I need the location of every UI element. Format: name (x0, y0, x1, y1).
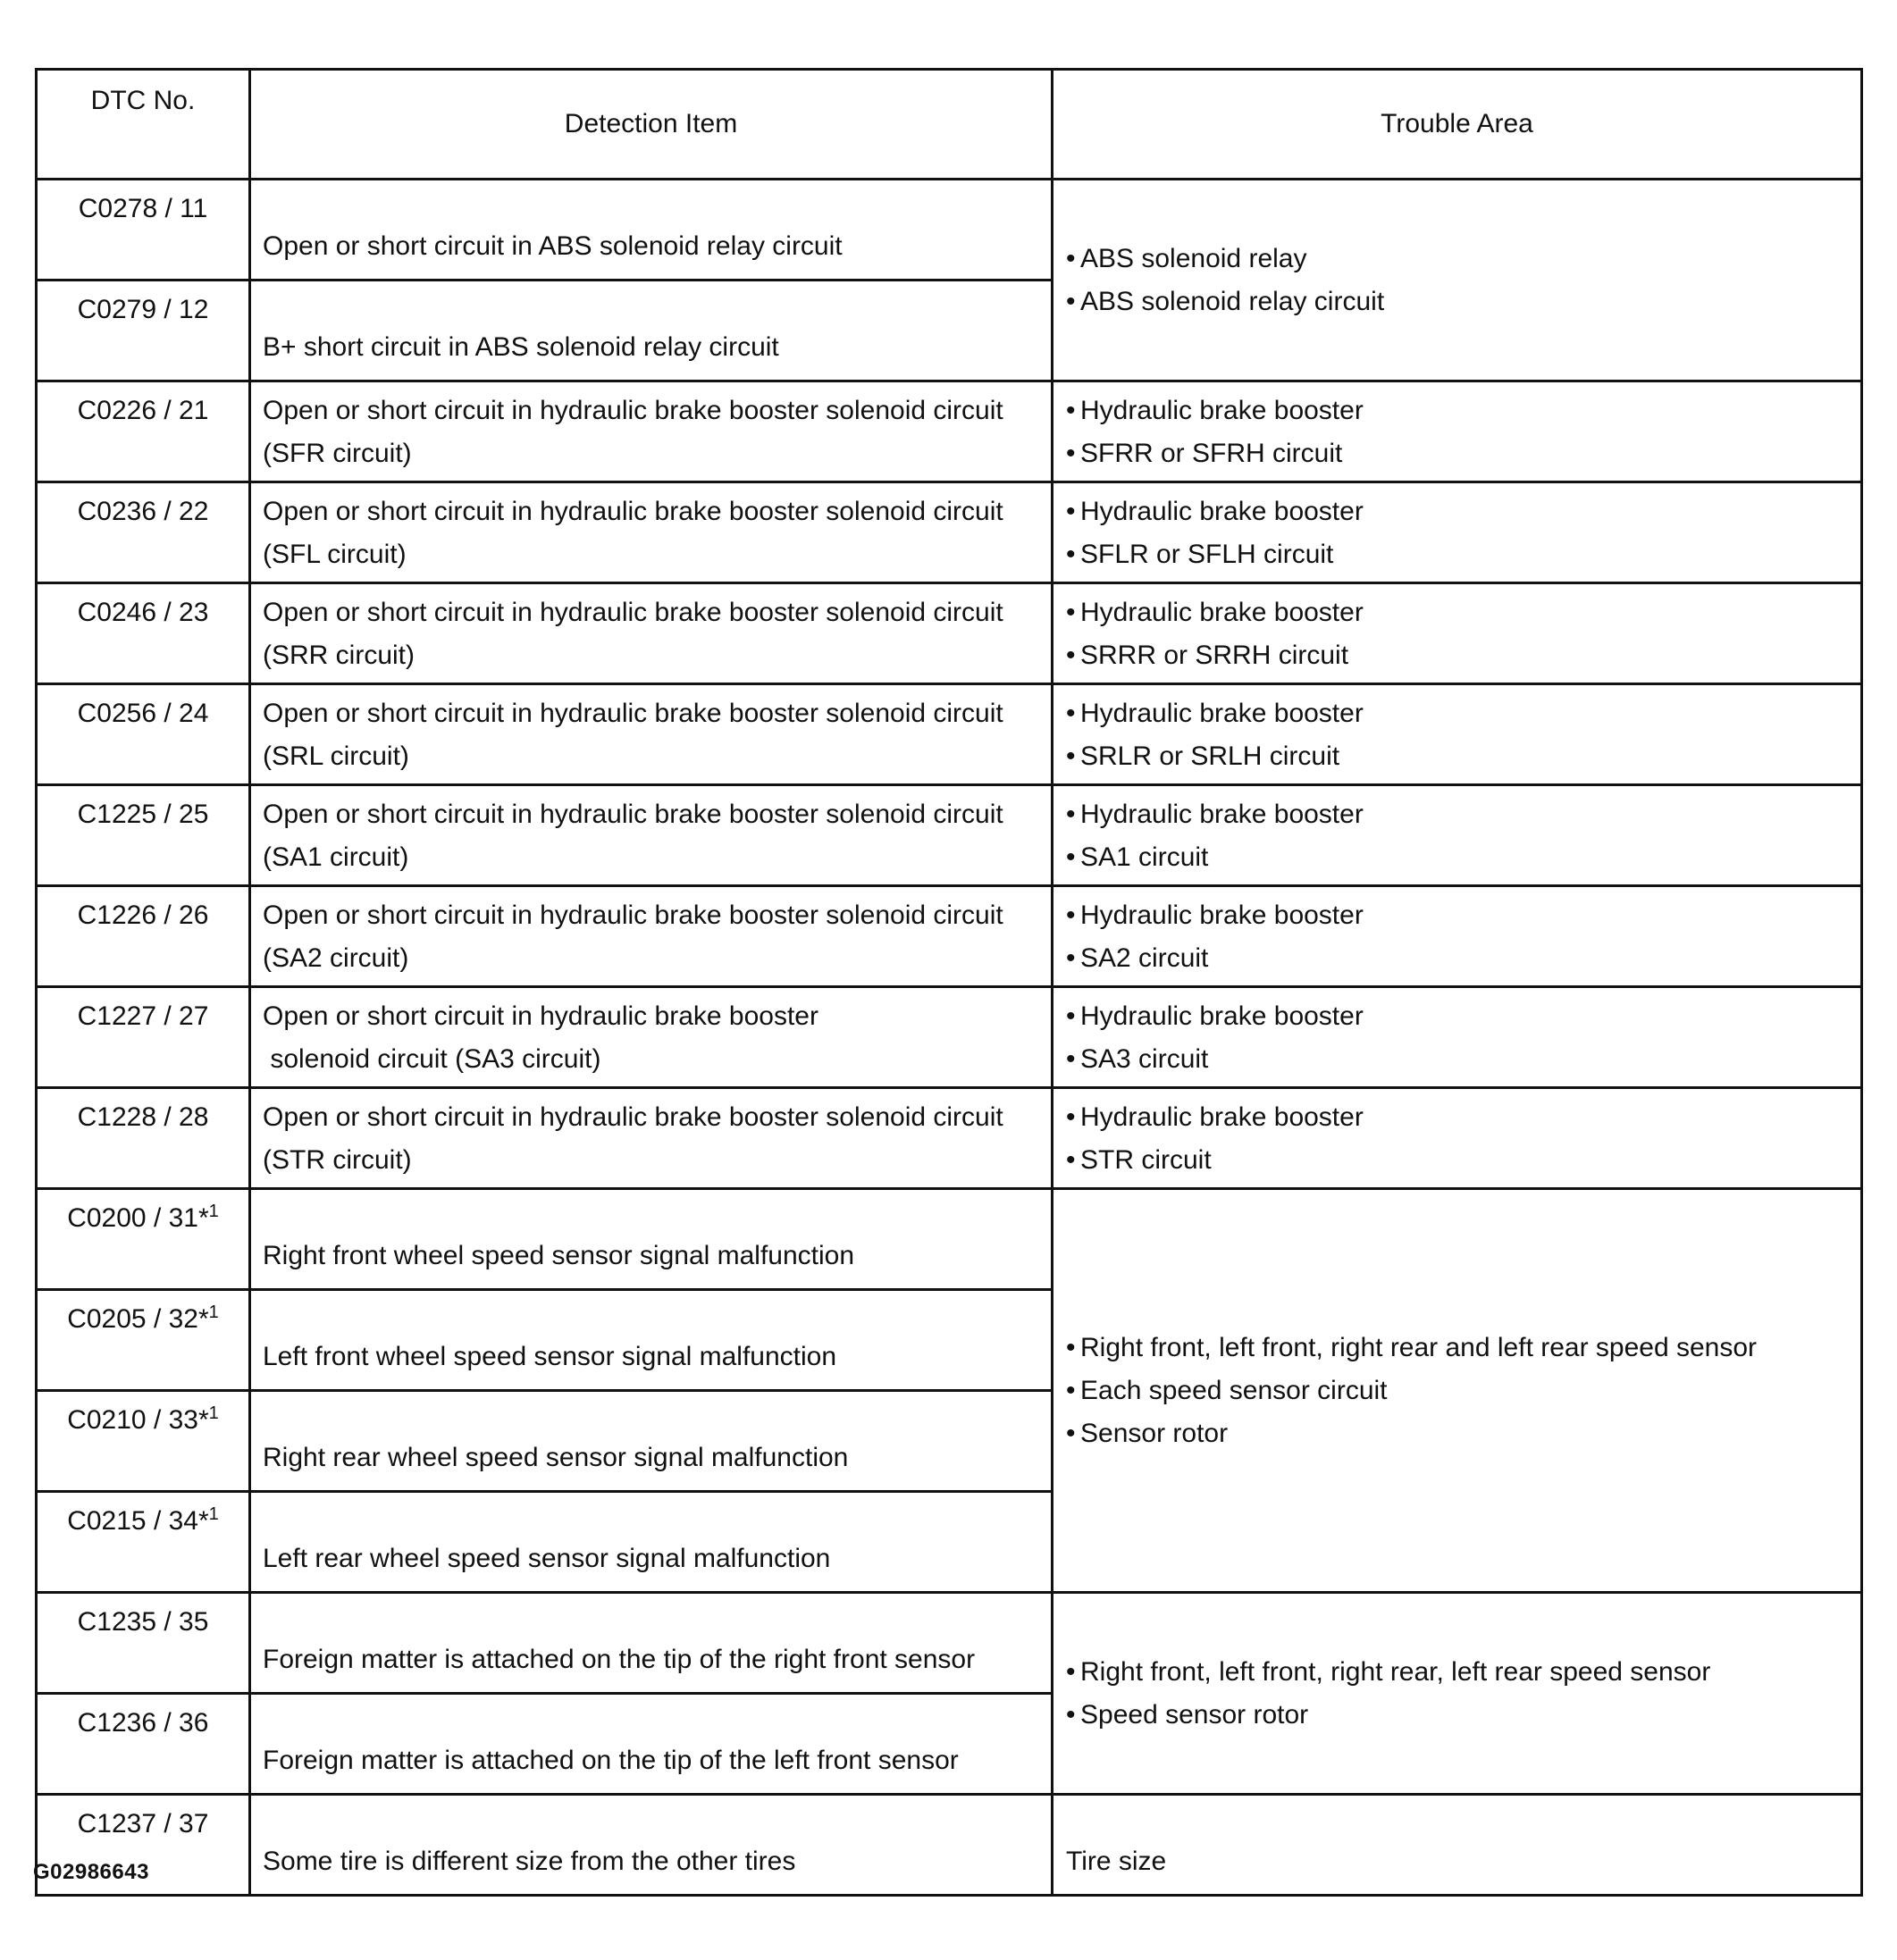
detection-item-cell (250, 1694, 1053, 1795)
detection-item-cell (250, 987, 1053, 1088)
table-body (37, 180, 1862, 1896)
table-row (37, 1593, 1862, 1694)
dtc-cell (37, 785, 250, 886)
detection-item-text: Right rear wheel speed sensor signal malfunction (263, 1443, 849, 1472)
header-detection-item: Detection Item (250, 70, 1053, 180)
dtc-cell (37, 482, 250, 583)
detection-item-text: (SA1 circuit) (263, 842, 409, 872)
trouble-area-item: • Hydraulic brake booster (1066, 692, 1850, 735)
trouble-area-item: • ABS solenoid relay (1066, 238, 1850, 281)
dtc-code: C0215 / 34* (67, 1506, 209, 1536)
detection-item-text: Open or short circuit in hydraulic brake booster solenoid circuit (263, 699, 1003, 728)
trouble-area-item: • STR circuit (1066, 1139, 1850, 1182)
table-row (37, 1189, 1862, 1290)
trouble-area-item: • Hydraulic brake booster (1066, 389, 1850, 432)
detection-item-cell (250, 1593, 1053, 1694)
trouble-area-item: • SA3 circuit (1066, 1038, 1850, 1081)
trouble-area-cell (1053, 1593, 1862, 1795)
trouble-area-item: • Speed sensor rotor (1066, 1694, 1850, 1737)
detection-item-text: Open or short circuit in hydraulic brake booster solenoid circuit (263, 598, 1003, 627)
detection-item-cell (250, 1290, 1053, 1391)
detection-item-cell (250, 1492, 1053, 1593)
trouble-area-item: • ABS solenoid relay circuit (1066, 281, 1850, 323)
trouble-area-item: • Hydraulic brake booster (1066, 894, 1850, 937)
dtc-code: C0210 / 33* (67, 1405, 209, 1435)
trouble-area-item: • Hydraulic brake booster (1066, 793, 1850, 836)
dtc-code: C0256 / 24 (77, 699, 209, 728)
trouble-area-item: • SRRR or SRRH circuit (1066, 634, 1850, 677)
detection-item-text: Open or short circuit in hydraulic brake booster solenoid circuit (263, 396, 1003, 425)
dtc-cell (37, 1189, 250, 1290)
dtc-cell (37, 381, 250, 482)
table-row (37, 381, 1862, 482)
trouble-area-item: • Each speed sensor circuit (1066, 1369, 1850, 1412)
trouble-area-cell (1053, 381, 1862, 482)
trouble-area-item: • Hydraulic brake booster (1066, 995, 1850, 1038)
trouble-area-item: • Right front, left front, right rear, left rear speed sensor (1066, 1651, 1850, 1694)
trouble-area-item: • SFRR or SFRH circuit (1066, 432, 1850, 475)
dtc-cell (37, 281, 250, 381)
trouble-area-item: • Sensor rotor (1066, 1412, 1850, 1455)
detection-item-text: (SFR circuit) (263, 439, 412, 468)
detection-item-text: Open or short circuit in hydraulic brake booster solenoid circuit (263, 800, 1003, 829)
dtc-code: C0236 / 22 (77, 497, 209, 526)
dtc-code: C1237 / 37 (77, 1809, 209, 1839)
table-row (37, 987, 1862, 1088)
detection-item-cell (250, 684, 1053, 785)
detection-item-text: Left rear wheel speed sensor signal malfunction (263, 1544, 831, 1573)
detection-item-text: Open or short circuit in hydraulic brake booster solenoid circuit (263, 497, 1003, 526)
detection-item-text: Right front wheel speed sensor signal malfunction (263, 1241, 855, 1270)
detection-item-text: Open or short circuit in hydraulic brake booster solenoid circuit (263, 900, 1003, 930)
dtc-cell (37, 684, 250, 785)
dtc-footnote-mark: 1 (208, 1403, 219, 1423)
detection-item-cell (250, 1795, 1053, 1896)
trouble-area-item: • Right front, left front, right rear and left rear speed sensor (1066, 1327, 1850, 1369)
dtc-code: C0279 / 12 (77, 295, 209, 324)
detection-item-text: Foreign matter is attached on the tip of the left front sensor (263, 1746, 959, 1775)
dtc-code: C0205 / 32* (67, 1304, 209, 1334)
figure-id: G02986643 (33, 1860, 149, 1884)
dtc-cell (37, 1391, 250, 1492)
trouble-area-item: • Hydraulic brake booster (1066, 591, 1850, 634)
table-row (37, 583, 1862, 684)
header-dtc-no: DTC No. (37, 70, 250, 180)
detection-item-cell (250, 1189, 1053, 1290)
dtc-code: C1226 / 26 (77, 900, 209, 930)
detection-item-text: Open or short circuit in ABS solenoid relay circuit (263, 231, 843, 261)
trouble-area-item: • Hydraulic brake booster (1066, 1096, 1850, 1139)
detection-item-cell (250, 482, 1053, 583)
dtc-code: C0226 / 21 (77, 396, 209, 425)
table-row (37, 1795, 1862, 1896)
trouble-area-cell (1053, 987, 1862, 1088)
trouble-area-item: • SA2 circuit (1066, 937, 1850, 980)
dtc-code: C0200 / 31* (67, 1203, 209, 1233)
table-row (37, 180, 1862, 281)
dtc-footnote-mark: 1 (208, 1302, 219, 1322)
detection-item-text: B+ short circuit in ABS solenoid relay circuit (263, 332, 779, 362)
table-row (37, 785, 1862, 886)
header-trouble-area: Trouble Area (1053, 70, 1862, 180)
detection-item-cell (250, 1088, 1053, 1189)
dtc-cell (37, 1593, 250, 1694)
trouble-area-cell (1053, 1189, 1862, 1593)
detection-item-text: Open or short circuit in hydraulic brake booster (263, 1001, 818, 1031)
dtc-code: C1227 / 27 (77, 1001, 209, 1031)
detection-item-text: Foreign matter is attached on the tip of the right front sensor (263, 1645, 976, 1674)
dtc-table (35, 68, 1863, 1897)
detection-item-text: (SA2 circuit) (263, 943, 409, 973)
dtc-cell (37, 1088, 250, 1189)
trouble-area-cell (1053, 1088, 1862, 1189)
detection-item-text: Left front wheel speed sensor signal malfunction (263, 1342, 837, 1371)
detection-item-text: (SRR circuit) (263, 641, 415, 670)
trouble-area-cell (1053, 886, 1862, 987)
dtc-footnote-mark: 1 (208, 1202, 219, 1221)
trouble-area-cell (1053, 1795, 1862, 1896)
table-row (37, 1088, 1862, 1189)
dtc-code: C0246 / 23 (77, 598, 209, 627)
detection-item-cell (250, 785, 1053, 886)
table-header-row (37, 70, 1862, 180)
dtc-cell (37, 180, 250, 281)
trouble-area-cell (1053, 583, 1862, 684)
trouble-area-item: Tire size (1066, 1847, 1167, 1876)
dtc-code: C1225 / 25 (77, 800, 209, 829)
table-row (37, 886, 1862, 987)
dtc-cell (37, 1290, 250, 1391)
dtc-cell (37, 1694, 250, 1795)
trouble-area-item: • SFLR or SFLH circuit (1066, 533, 1850, 576)
trouble-area-cell (1053, 180, 1862, 381)
trouble-area-cell (1053, 482, 1862, 583)
trouble-area-cell (1053, 785, 1862, 886)
trouble-area-cell (1053, 684, 1862, 785)
dtc-cell (37, 583, 250, 684)
detection-item-cell (250, 886, 1053, 987)
detection-item-text: Open or short circuit in hydraulic brake booster solenoid circuit (263, 1102, 1003, 1132)
detection-item-text: (SFL circuit) (263, 540, 407, 569)
dtc-cell (37, 886, 250, 987)
dtc-cell (37, 1492, 250, 1593)
dtc-code: C0278 / 11 (78, 194, 208, 223)
detection-item-text: Some tire is different size from the other tires (263, 1847, 796, 1876)
dtc-code: C1228 / 28 (77, 1102, 209, 1132)
dtc-footnote-mark: 1 (208, 1504, 219, 1524)
table-row (37, 482, 1862, 583)
trouble-area-item: • Hydraulic brake booster (1066, 490, 1850, 533)
trouble-area-item: • SRLR or SRLH circuit (1066, 735, 1850, 778)
dtc-code: C1236 / 36 (77, 1708, 209, 1738)
detection-item-cell (250, 583, 1053, 684)
dtc-cell (37, 987, 250, 1088)
detection-item-cell (250, 381, 1053, 482)
dtc-code: C1235 / 35 (77, 1607, 209, 1637)
detection-item-cell (250, 1391, 1053, 1492)
detection-item-text: (STR circuit) (263, 1145, 412, 1175)
detection-item-cell (250, 180, 1053, 281)
trouble-area-item: • SA1 circuit (1066, 836, 1850, 879)
detection-item-text: (SRL circuit) (263, 741, 409, 771)
table-row (37, 684, 1862, 785)
detection-item-text: solenoid circuit (SA3 circuit) (263, 1044, 601, 1074)
detection-item-cell (250, 281, 1053, 381)
